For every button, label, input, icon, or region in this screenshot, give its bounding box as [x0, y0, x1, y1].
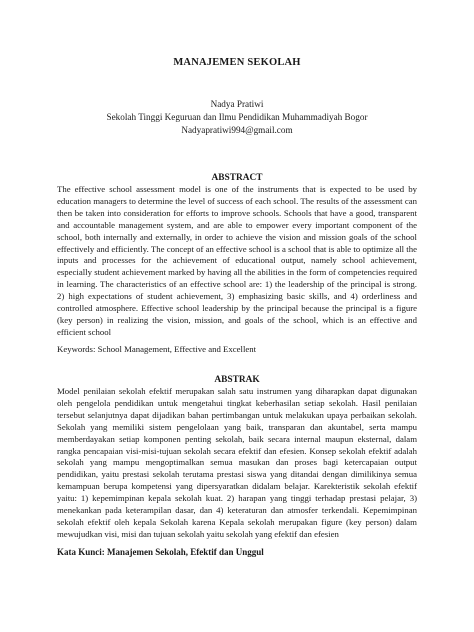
author-block: [0, 98, 474, 137]
keywords-id: Kata Kunci: Manajemen Sekolah, Efektif dan Unggul: [57, 547, 264, 557]
keywords-en: Keywords: School Management, Effective and Excellent: [57, 344, 257, 354]
author-email: Nadyapratiwi994@gmail.com: [181, 125, 293, 135]
abstract-body: The effective school assessment model is one of the instruments that is expected to be used by education managers to determine the level of success of each school. The results of the assessment can then be taken into consideration for efforts to improve schools. Schools that have a good, transparent and accountable management system, and are able to empower every important component of the school, both internally and externally, in order to achieve the vision and mission goals of the school effectively and efficiently. The concept of an effective school is a school that is able to optimize all the inputs and processes for the achievement of educational output, namely school achievement, especially student achievement marked by having all the abilities in the form of competencies required in learning. The characteristics of an effective school are: 1) the leadership of the principal is strong. 2) high expectations of student achievement, 3) emphasizing basic skills, and 4) orderliness and controlled atmosphere. Effective school leadership by the principal because the principal is a figure (key person) in realizing the vision, mission, and goals of the school, which is an effective and efficient school: [57, 184, 417, 337]
abstrak-body: Model penilaian sekolah efektif merupakan salah satu instrumen yang diharapkan dapat digunakan oleh pengelola pendidikan untuk mengetahui tingkat keberhasilan setiap sekolah. Hasil penilaian tersebut selanjutnya dapat dijadikan bahan pertimbangan untuk melakukan upaya perbaikan sekolah. Sekolah yang memiliki sistem pengelolaan yang baik, transparan dan akuntabel, serta mampu memberdayakan setiap komponen penting sekolah, baik secara internal maupun eksternal, dalam rangka pencapaian visi-misi-tujuan sekolah secara efektif dan efesien. Konsep sekolah efektif adalah sekolah yang mampu mengoptimalkan semua masukan dan proses bagi ketercapaian output pendidikan, yaitu prestasi sekolah terutama prestasi siswa yang ditandai dengan dimilikinya semua kemampuan berupa kompetensi yang dipersyaratkan didalam belajar. Karekteristik sekolah efektif yaitu: 1) kepemimpinan kepala sekolah kuat. 2) harapan yang tinggi terhadap prestasi pelajar, 3) menekankan pada keterampilan dasar, dan 4) keteraturan dan atmosfer terkendali. Kepemimpinan sekolah efektif oleh kepala Sekolah karena Kepala sekolah merupakan figure (key person) dalam mewujudkan visi, misi dan tujuan sekolah yaitu sekolah yang efektif dan efesien: [57, 386, 417, 539]
abstrak-heading: ABSTRAK: [214, 375, 260, 385]
abstract-heading: ABSTRACT: [211, 173, 263, 183]
author-name: Nadya Pratiwi: [210, 99, 264, 109]
paper-title: MANAJEMEN SEKOLAH: [173, 57, 301, 68]
author-affiliation: Sekolah Tinggi Keguruan dan Ilmu Pendidikan Muhammadiyah Bogor: [106, 112, 368, 122]
